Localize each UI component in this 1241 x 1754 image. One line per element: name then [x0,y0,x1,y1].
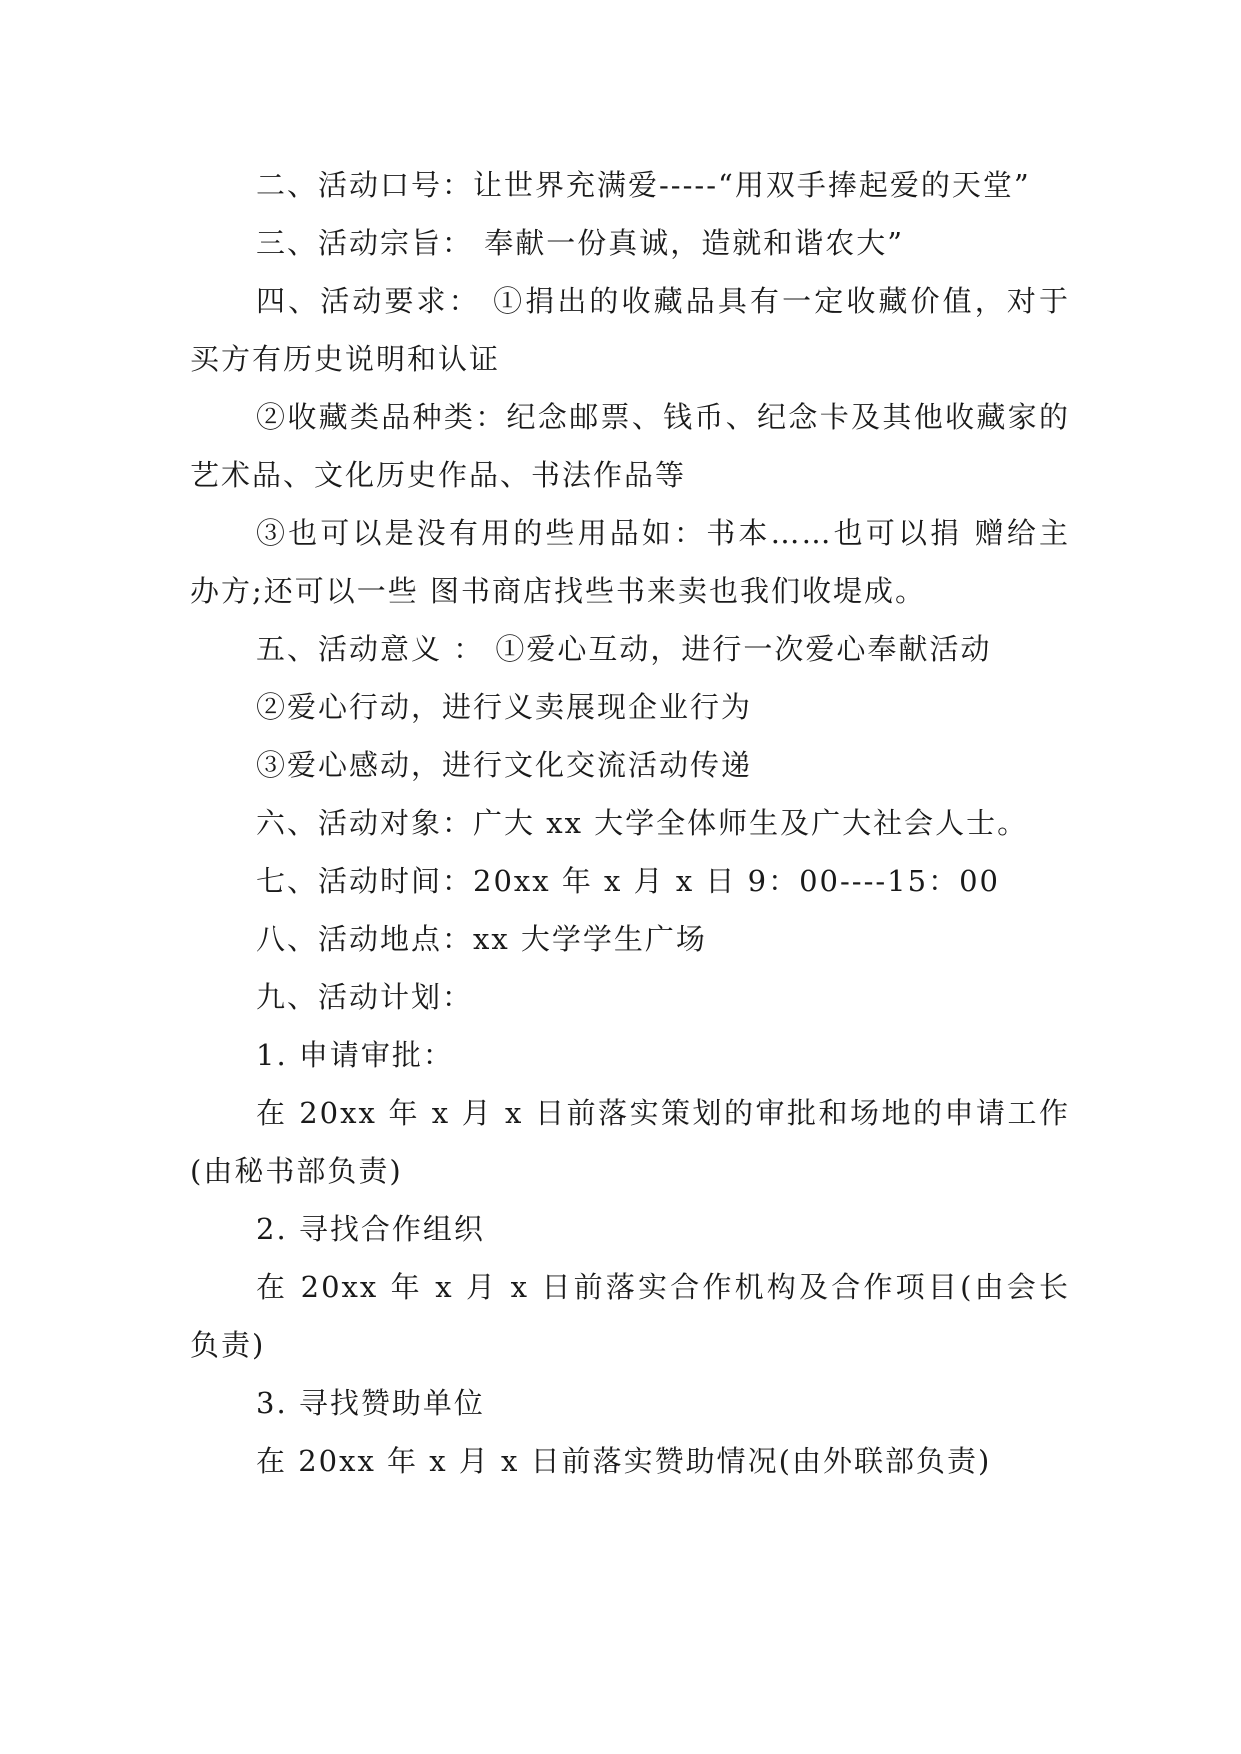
paragraph-audience: 六、活动对象：广大 xx 大学全体师生及广大社会人士。 [256,806,1029,840]
paragraph-significance-3: ③爱心感动，进行文化交流活动传递 [256,748,753,782]
paragraph-time: 七、活动时间：20xx 年 x 月 x 日 9：00----15：00 [256,864,1000,898]
paragraph-plan-step-2-detail: 在 20xx 年 x 月 x 日前落实合作机构及合作项目(由会长负责) [190,1270,1070,1362]
paragraph-slogan: 二、活动口号：让世界充满爱-----“用双手捧起爱的天堂” [256,168,1031,202]
paragraph-significance-2: ②爱心行动，进行义卖展现企业行为 [256,690,753,724]
paragraph-significance: 五、活动意义 ： ①爱心互动，进行一次爱心奉献活动 [256,632,992,666]
paragraph-plan-step-1-detail: 在 20xx 年 x 月 x 日前落实策划的审批和场地的申请工作(由秘书部负责) [190,1096,1070,1188]
paragraph-plan-step-1: 1. 申请审批： [256,1038,454,1072]
paragraph-requirements: 四、活动要求： ①捐出的收藏品具有一定收藏价值，对于买方有历史说明和认证 [190,284,1070,376]
paragraph-plan-step-2: 2. 寻找合作组织 [256,1212,485,1246]
paragraph-donation-items: ③也可以是没有用的些用品如：书本……也可以捐 赠给主办方;还可以一些 图书商店找些书来卖也我们收堤成。 [190,516,1070,608]
paragraph-plan-step-3-detail: 在 20xx 年 x 月 x 日前落实赞助情况(由外联部负责) [256,1444,992,1478]
paragraph-location: 八、活动地点：xx 大学学生广场 [256,922,707,956]
document-body [190,156,1070,1490]
paragraph-collection-types: ②收藏类品种类：纪念邮票、钱币、纪念卡及其他收藏家的艺术品、文化历史作品、书法作品等 [190,400,1070,492]
paragraph-plan-heading: 九、活动计划： [256,980,474,1014]
paragraph-plan-step-3: 3. 寻找赞助单位 [256,1386,485,1420]
paragraph-purpose: 三、活动宗旨： 奉献一份真诚，造就和谐农大” [256,226,905,260]
